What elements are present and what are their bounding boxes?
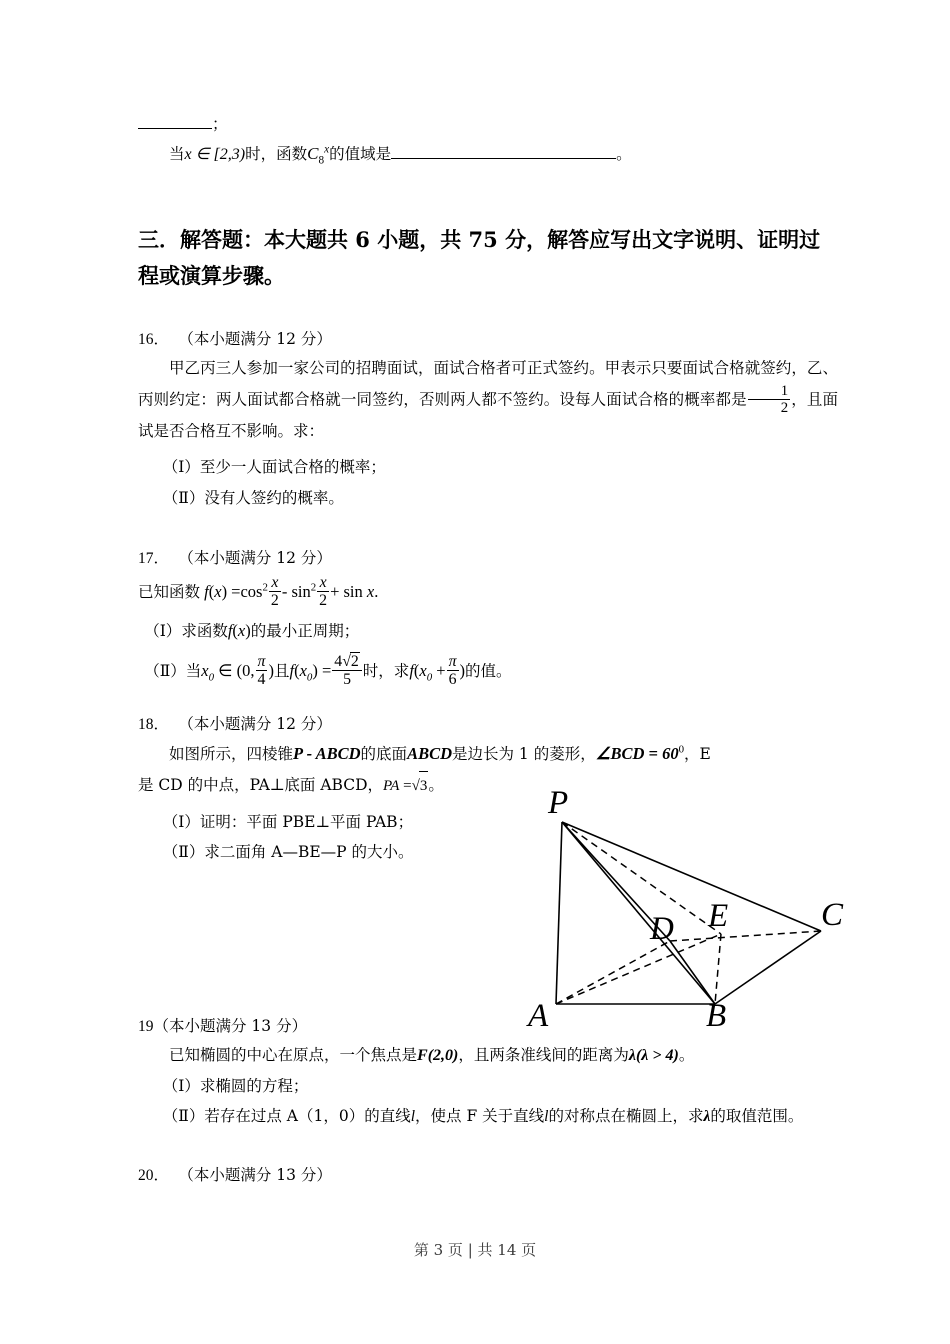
- stem-c: 。: [678, 1045, 695, 1064]
- target-expression: $f(x_0$ + $\frac{\pi}{6}$ ): [409, 653, 466, 689]
- part-label: （Ⅱ）: [162, 488, 205, 507]
- question-16-number: 16．: [138, 331, 170, 348]
- line-variable-2: l: [544, 1108, 549, 1126]
- question-17-stem: [138, 572, 838, 612]
- probability-fraction: [748, 383, 790, 416]
- page-indicator: 第 3 页 | 共 14 页: [413, 1241, 537, 1259]
- question-17-marks: （本小题满分 12 分）: [178, 549, 332, 567]
- part-label: （Ⅰ）: [162, 458, 200, 477]
- fill-in-blank-line: [138, 112, 838, 138]
- question-19-stem: [138, 1040, 838, 1071]
- pyramid-notation: P - ABCD: [293, 743, 361, 763]
- figure-vertex-label-D: D: [650, 911, 674, 947]
- binomial-subscript: 8: [318, 154, 325, 167]
- lambda-symbol: λ: [703, 1108, 711, 1126]
- question-16-body: [138, 353, 838, 513]
- stem-a: 已知椭圆的中心在原点，一个焦点是: [169, 1045, 418, 1064]
- question-17-stem-lead: 已知函数: [138, 582, 201, 601]
- stem-2c: 。: [428, 775, 444, 794]
- binomial-coefficient: [307, 143, 330, 167]
- question-17-number: 17．: [138, 550, 170, 567]
- stem-a: 如图所示，四棱锥: [169, 744, 294, 763]
- answer-blank[interactable]: [138, 114, 212, 129]
- dashed-edges: [556, 822, 821, 1004]
- part-text-before: 当: [185, 661, 202, 680]
- question-16-marks: （本小题满分 12 分）: [178, 330, 332, 348]
- question-19: [138, 1014, 838, 1132]
- domain-expression: x ∈ [2,3): [184, 146, 246, 163]
- question-19-marks: （本小题满分 13 分）: [153, 1017, 308, 1035]
- mid-text-2: 的值域是: [329, 145, 392, 163]
- domain-question-line: [138, 142, 838, 166]
- section-heading-text: 三．解答题：本大题共 6 小题，共 75 分，解答应写出文字说明、证明过程或演算步骤。: [138, 227, 821, 289]
- question-19-part-1: [138, 1071, 838, 1101]
- question-16-stem-part1: 甲乙丙三人参加一家公司的招聘面试，面试合格者可正式签约。甲表示只要面试合格就签约，乙、丙则约定：两人面试都合格就一同签约，否则两人都不签约。设每人面试合格的概率都是: [138, 358, 838, 409]
- figure-vertex-label-P: P: [548, 785, 569, 821]
- stem-b: 的底面: [360, 744, 408, 763]
- trailing-period: 。: [616, 145, 632, 163]
- base-notation: ABCD: [407, 743, 452, 763]
- figure-vertex-label-A: A: [528, 998, 549, 1034]
- part-text-after: 的最小正周期；: [250, 622, 360, 641]
- mid-text-1: 时，函数: [245, 145, 308, 163]
- question-18-number: 18．: [138, 716, 170, 733]
- lambda-condition: λ(λ > 4): [628, 1046, 679, 1064]
- part-text: 求椭圆的方程；: [199, 1076, 309, 1095]
- x0-interval-condition: $x_0$ ∈ (0, $\frac{\pi}{4}$ ): [201, 653, 274, 689]
- part-label: （Ⅰ）: [144, 622, 182, 641]
- part-label: （Ⅱ）: [162, 1107, 205, 1126]
- pa-length-expression: PA =√3: [383, 778, 428, 794]
- part-text-a: 若存在过点 A（1，0）的直线: [204, 1107, 411, 1126]
- figure-vertex-label-B: B: [706, 998, 727, 1034]
- part-text: 没有人签约的概率。: [204, 488, 344, 507]
- part-text: 求二面角 A—BE—P 的大小。: [204, 843, 414, 862]
- binomial-base: C: [307, 144, 319, 163]
- fraction-numerator: 1: [780, 383, 789, 400]
- part-label: （Ⅰ）: [162, 1076, 200, 1095]
- part-text-b: ，使点 F 关于直线: [415, 1107, 545, 1126]
- question-19-body: [138, 1040, 838, 1133]
- question-16-stem-part2: ，且面试是否合格互不影响。求：: [138, 390, 838, 441]
- question-20-number: 20．: [138, 1167, 170, 1184]
- question-18-marks: （本小题满分 12 分）: [178, 715, 332, 733]
- stem-c: 是边长为 1 的菱形，: [452, 744, 596, 763]
- stem-2b: 底面 ABCD，: [284, 775, 384, 794]
- fraction-denominator: 2: [748, 399, 790, 416]
- part-text-mid: 时，求: [362, 661, 410, 680]
- question-20-marks: （本小题满分 13 分）: [178, 1166, 332, 1184]
- question-16-part-1: [138, 452, 838, 482]
- fx0-value-equation: $f(x_0)$ = $\frac{4√2}{5}$: [289, 661, 362, 680]
- page-footer: [0, 1239, 950, 1260]
- question-16-part-2: [138, 483, 838, 513]
- question-17-number-line: [138, 546, 838, 572]
- question-17: [138, 546, 838, 691]
- binomial-superscript: x: [324, 143, 330, 156]
- question-19-number-line: [138, 1014, 838, 1040]
- stem-2a: 是 CD 的中点，PA: [138, 775, 270, 794]
- solid-edges: [556, 822, 821, 1004]
- part-text: 至少一人面试合格的概率；: [199, 458, 386, 477]
- perpendicular-symbol: ⊥: [269, 775, 285, 795]
- function-definition-formula: $f(x) =\cos^2$ $\frac{x}{2}$ - $\sin^2$ $\frac{x}{2}$ + sin x.: [204, 573, 379, 610]
- question-18-number-line: [138, 712, 838, 738]
- line-variable-1: l: [410, 1108, 416, 1126]
- question-18-stem-line-1: [138, 738, 838, 770]
- figure-vertex-label-E: E: [708, 898, 729, 934]
- part-text-before: 求函数: [181, 622, 228, 641]
- question-17-part-1: [138, 611, 838, 651]
- stem-d: ，E: [684, 744, 711, 763]
- focus-point: F(2,0): [417, 1046, 459, 1064]
- question-19-number: 19: [138, 1018, 154, 1035]
- part-label: （Ⅰ）: [162, 813, 200, 832]
- lead-text: 当: [169, 145, 185, 163]
- semicolon: ；: [212, 115, 228, 133]
- question-20: [138, 1163, 838, 1189]
- part-label: （Ⅱ）: [144, 661, 186, 680]
- part-text-d: 的取值范围。: [710, 1107, 804, 1126]
- question-16-number-line: [138, 327, 838, 353]
- part-text: 证明：平面 PBE⊥平面 PAB；: [199, 813, 414, 832]
- part-text-after: 的值。: [465, 661, 512, 680]
- question-16: [138, 327, 838, 513]
- angle-bcd-expression: ∠BCD = $60^0$: [595, 743, 685, 763]
- question-16-stem: [138, 353, 838, 447]
- question-17-part-2: [138, 651, 838, 691]
- part-conj: 且: [273, 661, 290, 680]
- function-fx: f(x): [227, 621, 251, 641]
- part-text-c: 的对称点在椭圆上，求: [548, 1107, 704, 1126]
- question-19-part-2: [138, 1101, 838, 1132]
- top-fragment: [138, 112, 838, 166]
- stem-b: ，且两条准线间的距离为: [458, 1045, 629, 1064]
- section-heading: [138, 222, 838, 294]
- part-label: （Ⅱ）: [162, 843, 205, 862]
- question-17-body: [138, 572, 838, 691]
- question-20-number-line: [138, 1163, 838, 1189]
- answer-blank-2[interactable]: [391, 144, 616, 159]
- figure-vertex-label-C: C: [821, 897, 844, 933]
